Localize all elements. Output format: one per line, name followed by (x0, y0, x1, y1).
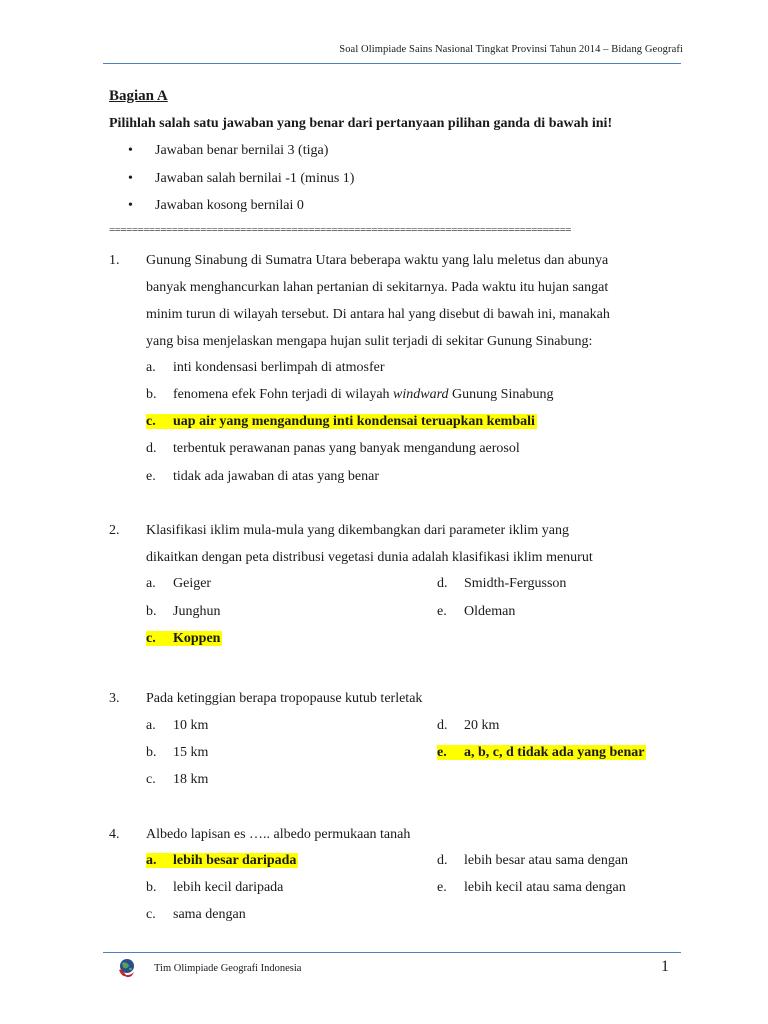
globe-logo-icon (116, 956, 138, 980)
question-text-line: dikaitkan dengan peta distribusi vegetasi dunia adalah klasifikasi iklim menurut (146, 550, 593, 565)
question-text-line: Klasifikasi iklim mula-mula yang dikembangkan dari parameter iklim yang (146, 523, 569, 538)
option-4b: b. lebih kecil daripada (146, 880, 284, 895)
option-2b: b. Junghun (146, 604, 221, 619)
question-text-line: minim turun di wilayah tersebut. Di antara hal yang disebut di bawah ini, manakah (146, 307, 610, 322)
page-number: 1 (661, 958, 669, 975)
question-number: 1. (109, 253, 120, 268)
option-2d: d. Smidth-Fergusson (437, 576, 567, 591)
option-4d: d. lebih besar atau sama dengan (437, 853, 629, 868)
option-1c-correct: c. uap air yang mengandung inti kondensai teruapkan kembali (146, 414, 535, 429)
option-3c: c. 18 km (146, 772, 209, 787)
scoring-bullet: • Jawaban kosong bernilai 0 (128, 198, 304, 213)
option-3a: a. 10 km (146, 718, 209, 733)
section-title: Bagian A (109, 88, 168, 104)
option-1b: b. fenomena efek Fohn terjadi di wilayah windward Gunung Sinabung (146, 387, 554, 402)
question-text-line: Albedo lapisan es ….. albedo permukaan tanah (146, 827, 411, 842)
question-text-line: Gunung Sinabung di Sumatra Utara beberapa waktu yang lalu meletus dan abunya (146, 253, 609, 268)
question-text-line: yang bisa menjelaskan mengapa hujan sulit terjadi di sekitar Gunung Sinabung: (146, 334, 593, 349)
option-4c: c. sama dengan (146, 907, 246, 922)
footer-text: Tim Olimpiade Geografi Indonesia (154, 963, 302, 974)
option-3b: b. 15 km (146, 745, 209, 760)
question-text-line: Pada ketinggian berapa tropopause kutub terletak (146, 691, 423, 706)
header-divider (103, 63, 681, 64)
option-1d: d. terbentuk perawanan panas yang banyak mengandung aerosol (146, 441, 520, 456)
page-header: Soal Olimpiade Sains Nasional Tingkat Provinsi Tahun 2014 – Bidang Geografi (339, 44, 683, 55)
question-text-line: banyak menghancurkan lahan pertanian di sekitarnya. Pada waktu itu hujan sangat (146, 280, 609, 295)
option-3d: d. 20 km (437, 718, 500, 733)
option-1e: e. tidak ada jawaban di atas yang benar (146, 469, 380, 484)
question-number: 2. (109, 523, 120, 538)
scoring-bullet: • Jawaban benar bernilai 3 (tiga) (128, 143, 329, 158)
option-2a: a. Geiger (146, 576, 212, 591)
option-2e: e. Oldeman (437, 604, 516, 619)
option-2c-correct: c. Koppen (146, 631, 221, 646)
option-4e: e. lebih kecil atau sama dengan (437, 880, 626, 895)
footer-divider (103, 952, 681, 953)
separator-line: ================================================================================= (109, 224, 571, 236)
instruction-text: Pilihlah salah satu jawaban yang benar dari pertanyaan pilihan ganda di bawah ini! (109, 116, 613, 131)
option-1a: a. inti kondensasi berlimpah di atmosfer (146, 360, 385, 375)
option-3e-correct: e. a, b, c, d tidak ada yang benar (437, 745, 645, 760)
scoring-bullet: • Jawaban salah bernilai -1 (minus 1) (128, 171, 355, 186)
option-4a-correct: a. lebih besar daripada (146, 853, 297, 868)
question-number: 3. (109, 691, 120, 706)
question-number: 4. (109, 827, 120, 842)
